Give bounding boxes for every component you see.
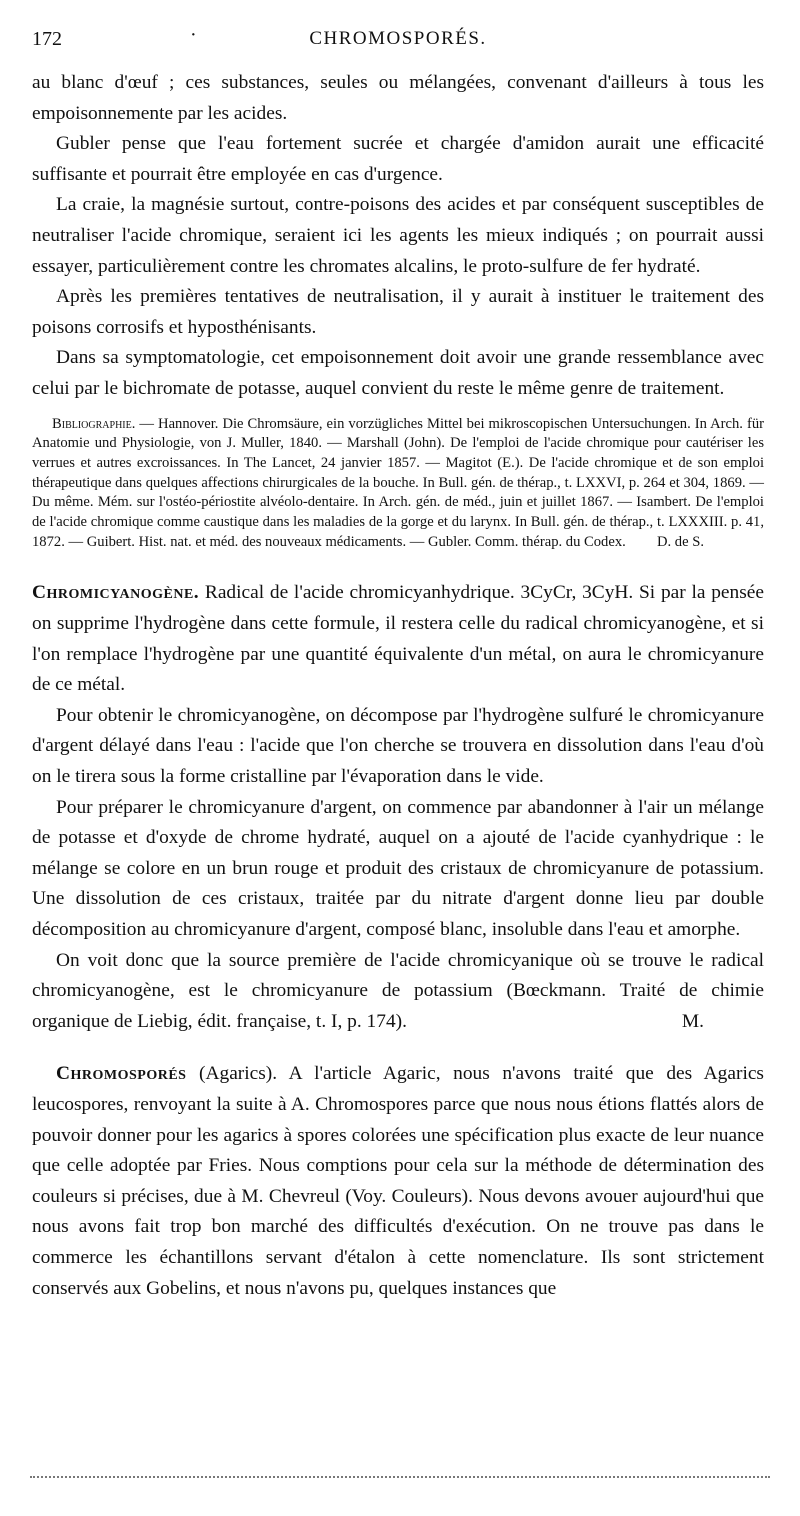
bibliography-signature: D. de S. [656,533,704,550]
section-gap [32,1037,764,1059]
paragraph-source [32,946,764,1038]
entry-title-chromospores: Chromosporés [56,1063,187,1085]
entry-title-chromicyanogene: Chromicyanogène. [32,582,200,604]
paragraph-preparer: Pour préparer le chromicyanure d'argent, on commence par abandonner à l'air un mélange de potasse et d'oxyde de chrome hydraté, auquel on a ajouté de l'acide cyanhydrique : le mélange se colore en un brun rouge et produit des cristaux de chromicyanure de potassium. Une dissolution de ces cristaux, traitée par du nitrate d'argent donne lieu par double décomposition au chromicyanure d'argent, composé blanc, insoluble dans l'eau et amorphe. [32,796,764,940]
paragraph-obtenir: Pour obtenir le chromicyanogène, on décompose par l'hydrogène sulfuré le chromicyanure d'argent délayé dans l'eau : l'acide que l'on cherche se trouvera en dissolution dans l'eau d'où on le tirera sous la forme cristalline par l'évaporation dans le vide. [32,704,764,788]
paragraph-neutralisation: Après les premières tentatives de neutralisation, il y aurait à instituer le traitement des poisons corrosifs et hyposthénisants. [32,286,764,338]
running-title: CHROMOSPORÉS. [309,28,487,49]
bibliography-text: — Hannover. Die Chromsäure, ein vorzügliches Mittel bei mikroscopischen Untersuchungen. In Arch. für Anatomie und Physiologie, von J. Muller, 1840. — Marshall (John). De l'emploi de l'acide chromique pour cautériser les verrues et autres excroissances. In The Lancet, 24 janvier 1857. — Magitot (E.). De l'acide chromique et de son emploi thérapeutique dans quelques affections chirurgicales de la bouche. In Bull. gén. de thérap., t. LXXVI, p. 264 et 304, 1869. — Du même. Mém. sur l'ostéo-périostite alvéolo-dentaire. In Arch. gén. de méd., juin et juillet 1867. — Isambert. De l'emploi de l'acide chromique comme caustique dans les maladies de la gorge et du larynx. In Bull. gén. de thérap., t. LXXXIII. p. 41, 1872. — Guibert. Hist. nat. et méd. des nouveaux médicaments. — Gubler. Comm. thérap. du Codex. [32,415,764,550]
paragraph-symptomatologie: Dans sa symptomatologie, cet empoisonnement doit avoir une grande ressemblance avec celui par le bichromate de potasse, auquel convient du reste le même genre de traitement. [32,347,764,399]
paragraph-craie: La craie, la magnésie surtout, contre-poisons des acides et par conséquent susceptibles de neutraliser l'acide chromique, seraient ici les agents les mieux indiqués ; on pourrait aussi essayer, particulièrement contre les chromates alcalins, le proto-sulfure de fer hydraté. [32,194,764,277]
entry-chromospores-text: (Agarics). A l'article Agaric, nous n'avons traité que des Agarics leucospores, renvoyant la suite à A. Chromospores parce que nous nous étions flattés alors de pouvoir donner pour les agarics à spores colorées une spécification plus exacte de leur nuance que celle adoptée par Fries. Nous comptions pour cela sur la méthode de détermination des couleurs si précises, due à M. Chevreul (Voy. Couleurs). Nous devons avouer aujourd'hui que nous avons fait trop bon marché des difficultés d'exécution. On ne trouve pas dans le commerce les échantillons servant d'étalon à cette nomenclature. Ils sont strictement conservés aux Gobelins, et nous n'avons pu, quelques instances que [32,1063,764,1299]
bibliography [32,415,764,553]
page-header [32,24,764,62]
page-body [32,68,764,1304]
bottom-dotted-rule [30,1476,770,1478]
entry-chromicyanogene-intro [32,578,764,700]
paragraph-source-text: On voit donc que la source première de l'acide chromicyanique où se trouve le radical chromicyanogène, est le chromicyanure de potassium (Bœckmann. Traité de chimie organique de Liebig, édit. française, t. I, p. 174). [32,949,764,1032]
bibliography-label: Bibliographie. [52,415,136,432]
section-gap [32,552,764,578]
paragraph-continuation: au blanc d'œuf ; ces substances, seules ou mélangées, convenant d'ailleurs à tous les empoisonnemente par les acides. [32,72,764,124]
entry-chromicyanogene-definition: Radical de l'acide chromicyanhydrique. 3CyCr, 3CyH. Si par la pensée on supprime l'hydrogène dans cette formule, il restera celle du radical chromicyanogène, et si l'on remplace l'hydrogène par une quantité équivalente d'un métal, on aura le chromicyanure de ce métal. [32,582,764,696]
page-number: 172 [32,28,62,50]
entry-chromicyanogene-signature: M. [681,1010,704,1032]
entry-chromospores [32,1059,764,1304]
header-separator: · [190,24,197,46]
paragraph-gubler: Gubler pense que l'eau fortement sucrée et chargée d'amidon aurait une efficacité suffisante et pourrait être employée en cas d'urgence. [32,133,764,185]
